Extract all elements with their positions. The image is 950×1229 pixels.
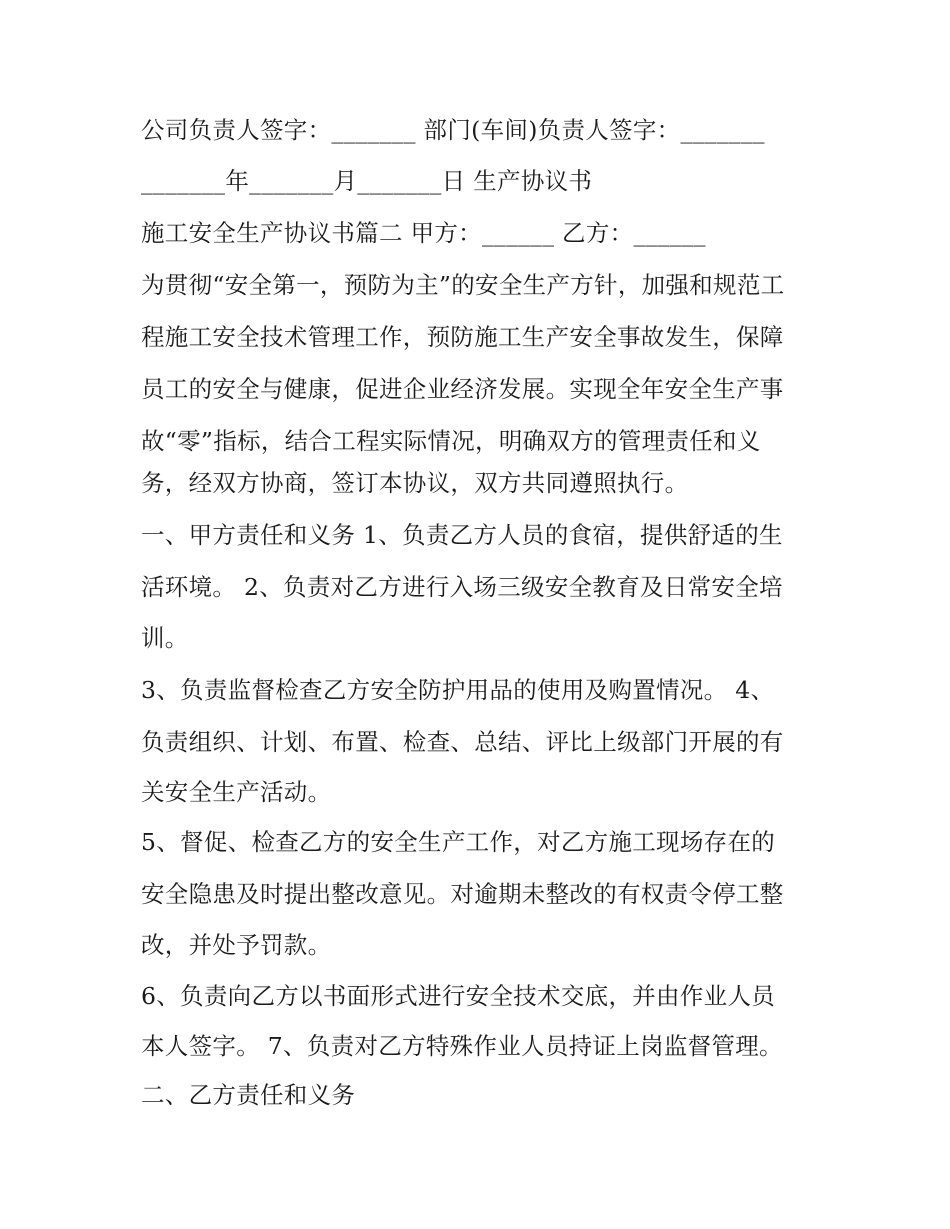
paragraph-line: 6、负责向乙方以书面形式进行安全技术交底，并由作业人员: [141, 982, 776, 1010]
paragraph-line: 员工的安全与健康，促进企业经济发展。实现全年安全生产事: [141, 375, 784, 403]
paragraph-line: 负责组织、计划、布置、检查、总结、评比上级部门开展的有: [141, 728, 784, 756]
paragraph-line: 改，并处予罚款。: [141, 931, 332, 959]
section-heading-line: 一、甲方责任和义务 1、负责乙方人员的食宿，提供舒适的生: [141, 521, 783, 549]
section-heading-line: 二、乙方责任和义务: [141, 1081, 356, 1109]
paragraph-line: 为贯彻“安全第一，预防为主”的安全生产方针，加强和规范工: [141, 271, 785, 299]
paragraph-line: 关安全生产活动。: [141, 778, 332, 806]
paragraph-line: 务，经双方协商，签订本协议，双方共同遵照执行。: [141, 469, 689, 497]
parties-line: 施工安全生产协议书篇二 甲方：______ 乙方：______: [141, 219, 706, 247]
signature-line: 公司负责人签字：_______ 部门(车间)负责人签字：_______: [141, 116, 765, 144]
paragraph-line: 训。: [141, 624, 189, 652]
paragraph-line: 3、负责监督检查乙方安全防护用品的使用及购置情况。 4、: [141, 676, 775, 704]
paragraph-line: 故“零”指标，结合工程实际情况，明确双方的管理责任和义: [141, 427, 761, 455]
paragraph-line: 5、督促、检查乙方的安全生产工作，对乙方施工现场存在的: [141, 828, 776, 856]
paragraph-line: 程施工安全技术管理工作，预防施工生产安全事故发生，保障: [141, 323, 784, 351]
paragraph-line: 安全隐患及时提出整改意见。对逾期未整改的有权责令停工整: [141, 880, 784, 908]
paragraph-line: 活环境。 2、负责对乙方进行入场三级安全教育及日常安全培: [141, 573, 783, 601]
paragraph-line: 本人签字。 7、负责对乙方特殊作业人员持证上岗监督管理。: [141, 1032, 783, 1060]
date-title-line: _______年_______月_______日 生产协议书: [141, 167, 593, 195]
